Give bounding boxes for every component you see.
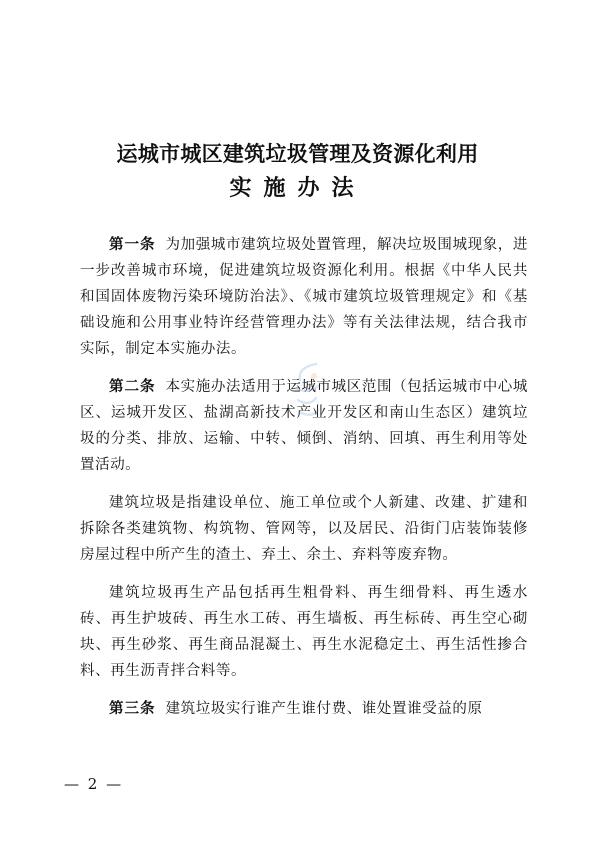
page-number: — 2 — — [64, 775, 124, 793]
article-1 — [80, 232, 528, 362]
article-2-text: 本实施办法适用于运城市城区范围（包括运城市中心城区、运城开发区、盐湖高新技术产业开发区和南山生态区）建筑垃圾的分类、排放、运输、中转、倾倒、消纳、回填、再生利用等处置活动。 — [80, 379, 528, 473]
article-3-label: 第三条 — [109, 701, 156, 717]
article-2-label: 第二条 — [109, 379, 156, 395]
paragraph-definition: 建筑垃圾是指建设单位、施工单位或个人新建、改建、扩建和拆除各类建筑物、构筑物、管网等，以及居民、沿街门店装饰装修房屋过程中所产生的渣土、弃土、余土、弃料等废弃物。 — [80, 495, 528, 563]
article-1-text: 为加强城市建筑垃圾处置管理，解决垃圾围城现象，进一步改善城市环境，促进建筑垃圾资源化利用。根据《中华人民共和国固体废物污染环境防治法》、《城市建筑垃圾管理规定》和《基础设施和公用事业特许经营管理办法》等有关法律法规，结合我市实际，制定本实施办法。 — [80, 237, 528, 357]
article-3 — [80, 696, 528, 722]
paragraph-products: 建筑垃圾再生产品包括再生粗骨料、再生细骨料、再生透水砖、再生护坡砖、再生水工砖、再生墙板、再生标砖、再生空心砌块、再生砂浆、再生商品混凝土、再生水泥稳定土、再生活性掺合料、再生沥青拌合料等。 — [80, 585, 528, 679]
logo-watermark-icon — [290, 358, 324, 422]
article-3-text: 建筑垃圾实行谁产生谁付费、谁处置谁受益的原 — [165, 701, 483, 717]
document-body — [80, 232, 528, 722]
article-1-label: 第一条 — [109, 237, 156, 253]
document-title-line1: 运城市城区建筑垃圾管理及资源化利用 — [116, 141, 479, 166]
document-title-line2: 实施办法 — [229, 175, 366, 201]
